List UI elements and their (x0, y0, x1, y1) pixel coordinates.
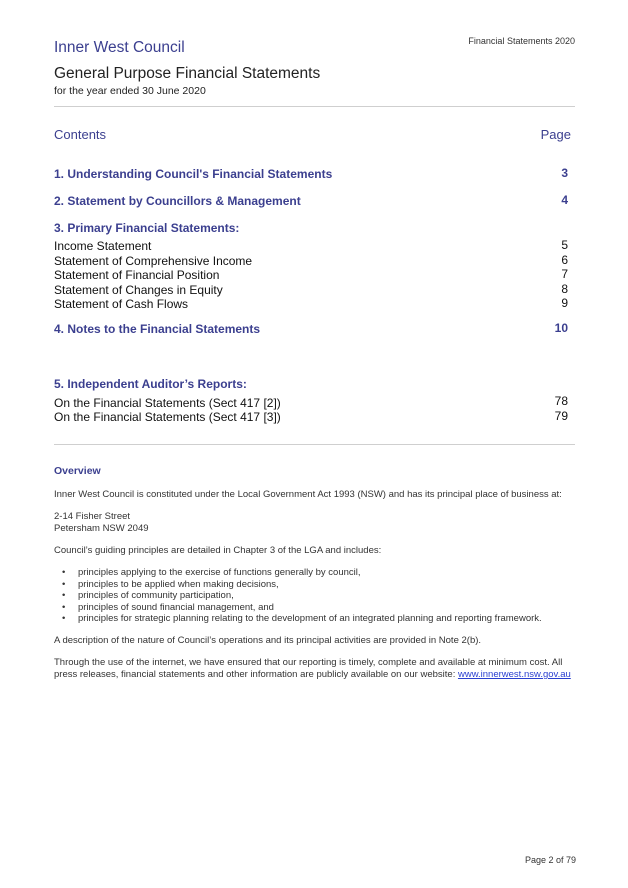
toc-item-financial-position[interactable]: Statement of Financial Position (54, 268, 220, 282)
toc-item-changes-in-equity[interactable]: Statement of Changes in Equity (54, 283, 223, 297)
toc-section-5: 5. Independent Auditor’s Reports: (54, 377, 247, 391)
page-number: Page 2 of 79 (524, 855, 576, 865)
toc-item-cash-flows[interactable]: Statement of Cash Flows (54, 297, 189, 311)
document-subtitle: for the year ended 30 June 2020 (54, 85, 206, 97)
organisation-name: Inner West Council (54, 39, 185, 56)
toc-item-income-statement[interactable]: Income Statement (54, 239, 152, 253)
overview-intro: Inner West Council is constituted under the Local Government Act 1993 (NSW) and has its principal place of business at: (54, 489, 562, 500)
toc-section-4-page[interactable]: 10 (554, 321, 568, 335)
doc-label: Financial Statements 2020 (468, 36, 575, 46)
document-title: General Purpose Financial Statements (54, 65, 321, 82)
list-item: • principles to be applied when making decisions, (54, 579, 576, 591)
principles-list (54, 567, 576, 625)
toc-item-auditor-report-3-page[interactable]: 79 (554, 409, 568, 423)
list-item: • principles of sound financial management, and (54, 602, 576, 614)
contents-divider (54, 444, 575, 445)
page-column-heading: Page (540, 127, 571, 142)
address-line-2: Petersham NSW 2049 (54, 523, 149, 534)
toc-item-auditor-report-2-page[interactable]: 78 (554, 394, 568, 408)
toc-item-auditor-report-3[interactable]: On the Financial Statements (Sect 417 [3]) (54, 410, 281, 424)
website-link[interactable]: www.innerwest.nsw.gov.au (457, 669, 571, 680)
address-line-1: 2-14 Fisher Street (54, 511, 131, 522)
overview-heading: Overview (54, 465, 101, 477)
toc-item-financial-position-page[interactable]: 7 (561, 267, 568, 281)
toc-section-2[interactable]: 2. Statement by Councillors & Management (54, 194, 301, 208)
toc-section-3: 3. Primary Financial Statements: (54, 221, 240, 235)
list-item: • principles applying to the exercise of functions generally by council, (54, 567, 576, 579)
internet-text: Through the use of the internet, we have ensured that our reporting is timely, complete and available at minimum cost. All press releases, financial statements and other information are publicly available on our website: (54, 657, 563, 680)
toc-item-comprehensive-income-page[interactable]: 6 (561, 253, 568, 267)
principles-intro: Council’s guiding principles are detailed in Chapter 3 of the LGA and includes: (54, 545, 382, 556)
toc-section-1-page[interactable]: 3 (561, 166, 568, 180)
toc-item-auditor-report-2[interactable]: On the Financial Statements (Sect 417 [2]) (54, 396, 281, 410)
toc-item-cash-flows-page[interactable]: 9 (561, 296, 568, 310)
toc-section-1[interactable]: 1. Understanding Council's Financial Statements (54, 167, 333, 181)
contents-heading: Contents (54, 127, 107, 142)
toc-item-income-statement-page[interactable]: 5 (561, 238, 568, 252)
list-item: • principles of community participation, (54, 590, 576, 602)
toc-item-comprehensive-income[interactable]: Statement of Comprehensive Income (54, 254, 253, 268)
list-item: • principles for strategic planning relating to the development of an integrated planning and reporting framework. (54, 613, 576, 625)
internet-paragraph (54, 657, 576, 681)
operations-description: A description of the nature of Council’s operations and its principal activities are provided in Note 2(b). (54, 635, 482, 646)
toc-section-2-page[interactable]: 4 (561, 193, 568, 207)
toc-section-4[interactable]: 4. Notes to the Financial Statements (54, 322, 261, 336)
toc-item-changes-in-equity-page[interactable]: 8 (561, 282, 568, 296)
header-divider (54, 106, 575, 107)
